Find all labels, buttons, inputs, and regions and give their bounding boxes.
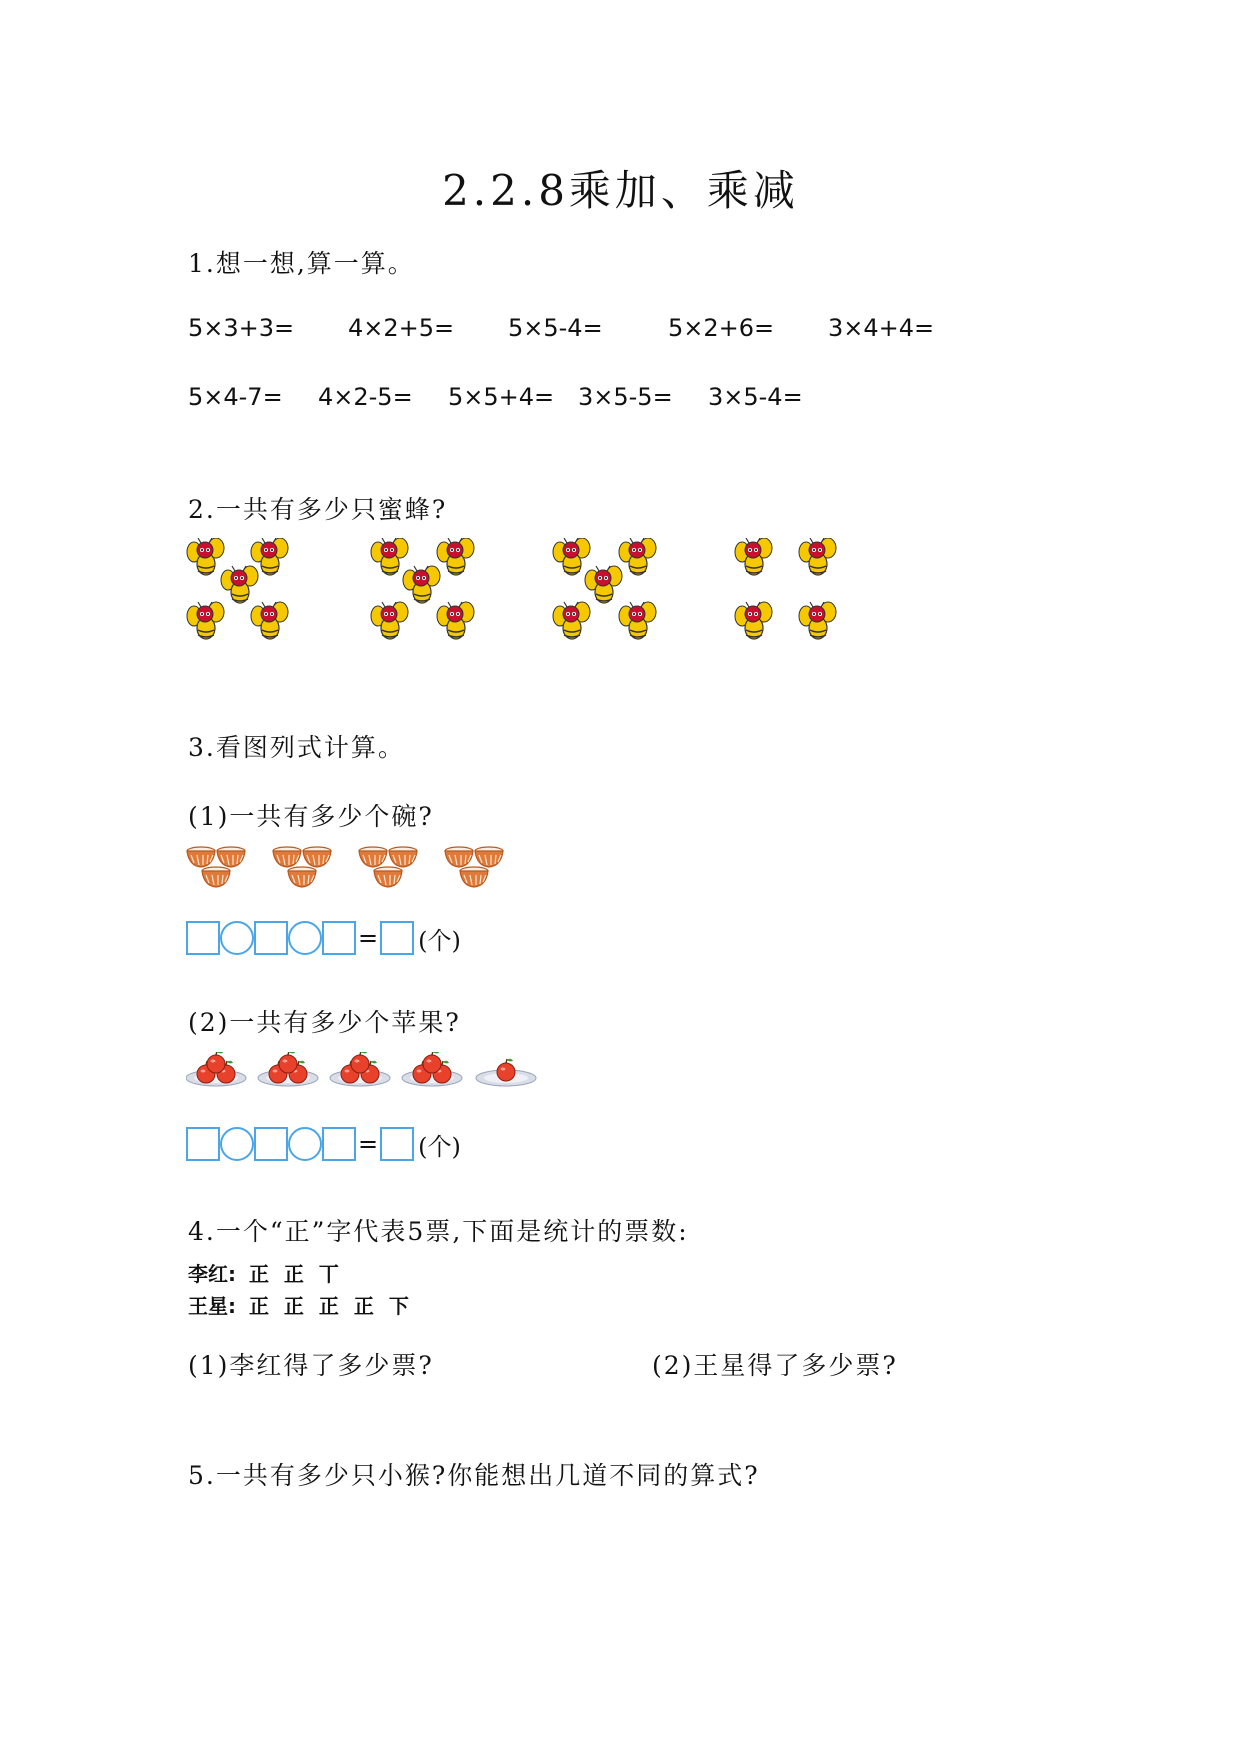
bee-group-4	[735, 538, 836, 639]
operator-circle[interactable]	[288, 1127, 322, 1161]
answer-box[interactable]	[322, 921, 356, 955]
q3-part2-label: (2)一共有多少个苹果?	[188, 1008, 461, 1037]
unit-label: (个)	[418, 926, 461, 955]
answer-box[interactable]	[254, 1127, 288, 1161]
q3-part1-equation	[186, 918, 461, 958]
answer-box[interactable]	[254, 921, 288, 955]
bee-group-3	[553, 538, 656, 639]
q1-expr-2-4: 3×5-5=	[578, 383, 673, 411]
question-5-heading: 5.一共有多少只小猴?你能想出几道不同的算式?	[188, 1461, 760, 1490]
tally-row-lihong	[188, 1258, 343, 1287]
q3-part1-label: (1)一共有多少个碗?	[188, 802, 434, 831]
operator-circle[interactable]	[220, 921, 254, 955]
operator-circle[interactable]	[220, 1127, 254, 1161]
bowl-group-4	[445, 847, 503, 887]
result-box[interactable]	[380, 921, 414, 955]
bowl-group-3	[359, 847, 417, 887]
tally-marks: 正 正 丅	[248, 1262, 343, 1286]
q1-expr-2-5: 3×5-4=	[708, 383, 803, 411]
q3-part2-equation	[186, 1124, 461, 1164]
q1-expr-1-2: 4×2+5=	[348, 314, 455, 342]
result-box[interactable]	[380, 1127, 414, 1161]
q4-sub2: (2)王星得了多少票?	[652, 1351, 898, 1380]
q1-expr-2-2: 4×2-5=	[318, 383, 413, 411]
page-title: 2.2.8乘加、乘减	[442, 166, 799, 215]
bowl-picture	[186, 846, 526, 894]
bowl-group-2	[273, 847, 331, 887]
q1-expr-2-1: 5×4-7=	[188, 383, 283, 411]
equals-sign: =	[358, 1130, 379, 1158]
unit-label: (个)	[418, 1132, 461, 1161]
q4-sub1: (1)李红得了多少票?	[188, 1351, 434, 1380]
q1-expr-1-4: 5×2+6=	[668, 314, 775, 342]
answer-box[interactable]	[322, 1127, 356, 1161]
bee-group-2	[371, 538, 474, 639]
q1-expr-1-3: 5×5-4=	[508, 314, 603, 342]
apple-picture	[186, 1052, 546, 1092]
answer-box[interactable]	[186, 921, 220, 955]
answer-box[interactable]	[186, 1127, 220, 1161]
bowl-group-1	[187, 847, 245, 887]
question-3-heading: 3.看图列式计算。	[188, 733, 405, 762]
bee-group-1	[187, 538, 288, 639]
question-2-heading: 2.一共有多少只蜜蜂?	[188, 495, 448, 524]
operator-circle[interactable]	[288, 921, 322, 955]
tally-row-wangxing	[188, 1290, 413, 1319]
question-4-heading: 4.一个“正”字代表5票,下面是统计的票数:	[188, 1217, 689, 1246]
equals-sign: =	[358, 924, 379, 952]
tally-name: 李红:	[188, 1262, 236, 1286]
question-1-heading: 1.想一想,算一算。	[188, 249, 415, 278]
q1-expr-2-3: 5×5+4=	[448, 383, 555, 411]
q1-expr-1-1: 5×3+3=	[188, 314, 295, 342]
tally-name: 王星:	[188, 1294, 236, 1318]
q1-expr-1-5: 3×4+4=	[828, 314, 935, 342]
bee-picture	[186, 538, 866, 648]
tally-marks: 正 正 正 正 下	[248, 1294, 413, 1318]
